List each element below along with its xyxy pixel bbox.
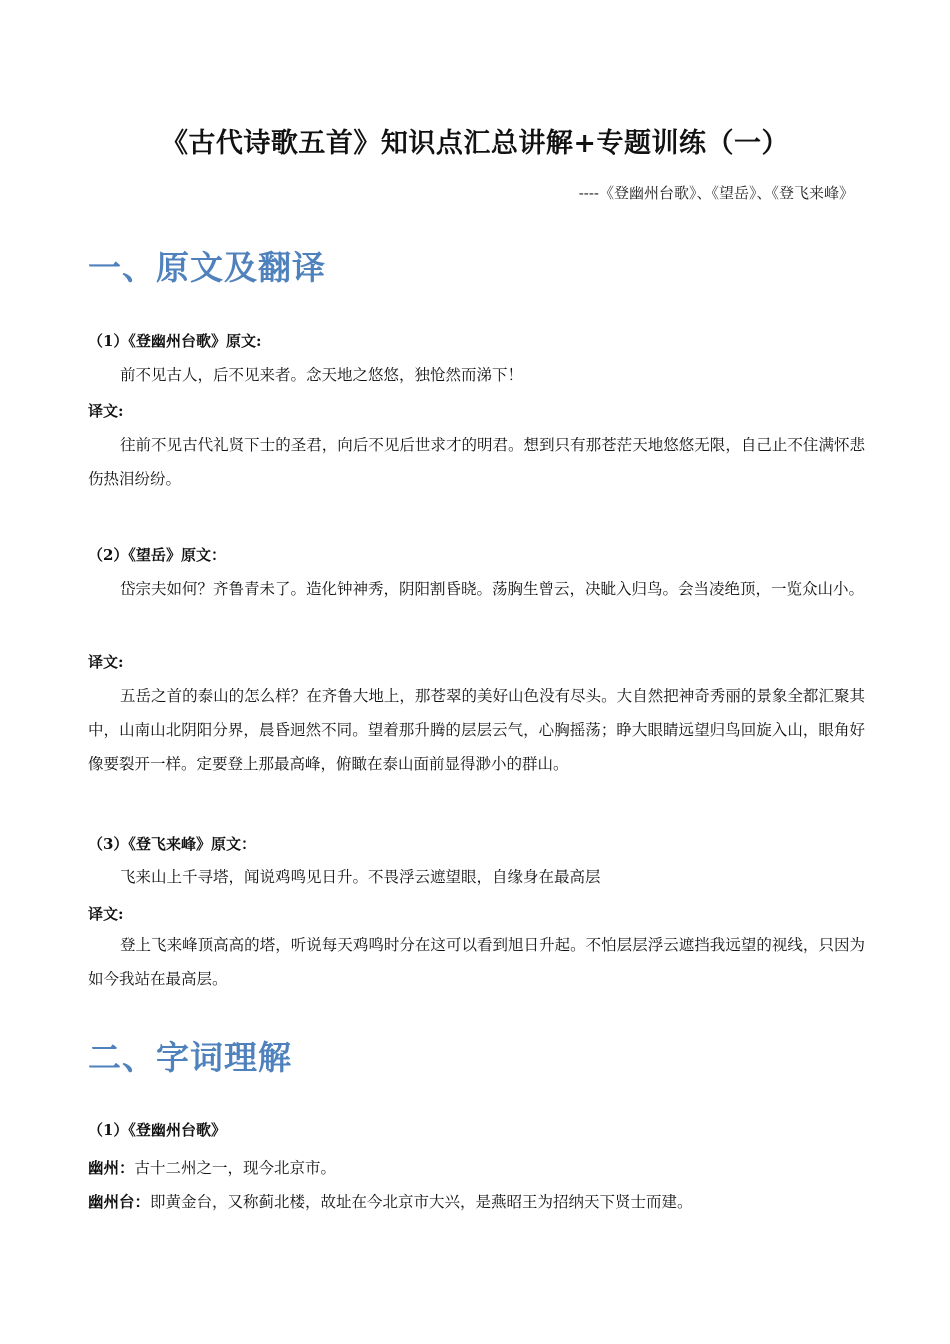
document-title: 《古代诗歌五首》知识点汇总讲解+专题训练（一）: [160, 128, 790, 159]
section-heading-vocabulary: 二、字词理解: [88, 1038, 292, 1077]
definition-text: 古十二州之一，现今北京市。: [134, 1159, 337, 1177]
definition-separator: ：: [119, 1158, 135, 1177]
translation-label-3: 译文:: [88, 905, 124, 923]
translation-label-1: 译文:: [88, 402, 124, 420]
poem-heading-2: （2）《望岳》原文：: [88, 546, 226, 564]
definition-term: 幽州台: [88, 1192, 135, 1211]
vocab-poem-heading-1: （1）《登幽州台歌》: [88, 1121, 226, 1139]
definition-separator: ：: [134, 1192, 151, 1211]
translation-label-2: 译文:: [88, 653, 124, 671]
poem-heading-1: （1）《登幽州台歌》原文:: [88, 332, 262, 350]
poem-heading-3: （3）《登飞来峰》原文：: [88, 835, 256, 853]
section-heading-original-translation: 一、原文及翻译: [88, 248, 326, 287]
definition-term: 幽州: [88, 1158, 120, 1177]
definition-text: 即黄金台，又称蓟北楼，故址在今北京市大兴，是燕昭王为招纳天下贤士而建。: [150, 1193, 693, 1211]
definition-item: [88, 1156, 336, 1178]
definition-item: [88, 1190, 693, 1212]
poem-original-1: 前不见古人，后不见来者。念天地之悠悠，独怆然而涕下！: [120, 366, 524, 384]
poem-translation-1: 往前不见古代礼贤下士的圣君，向后不见后世求才的明君。想到只有那苍茫天地悠悠无限，自己止不住满怀悲伤热泪纷纷。: [88, 436, 865, 488]
poem-original-2: 岱宗夫如何？齐鲁青未了。造化钟神秀，阴阳割昏晓。荡胸生曾云，决眦入归鸟。会当凌绝顶，一览众山小。: [120, 580, 865, 598]
poem-translation-3: 登上飞来峰顶高高的塔，听说每天鸡鸣时分在这可以看到旭日升起。不怕层层浮云遮挡我远望的视线，只因为如今我站在最高层。: [88, 936, 865, 988]
document-subtitle: ----《登幽州台歌》、《望岳》、《登飞来峰》: [578, 184, 854, 202]
poem-translation-2: 五岳之首的泰山的怎么样？在齐鲁大地上，那苍翠的美好山色没有尽头。大自然把神奇秀丽的景象全都汇聚其中，山南山北阴阳分界，晨昏迥然不同。望着那升腾的层层云气，心胸摇荡；睁大眼睛远望归鸟回旋入山，眼角好像要裂开一样。定要登上那最高峰，俯瞰在泰山面前显得渺小的群山。: [88, 687, 865, 773]
poem-original-3: 飞来山上千寻塔，闻说鸡鸣见日升。不畏浮云遮望眼，自缘身在最高层: [120, 868, 601, 886]
